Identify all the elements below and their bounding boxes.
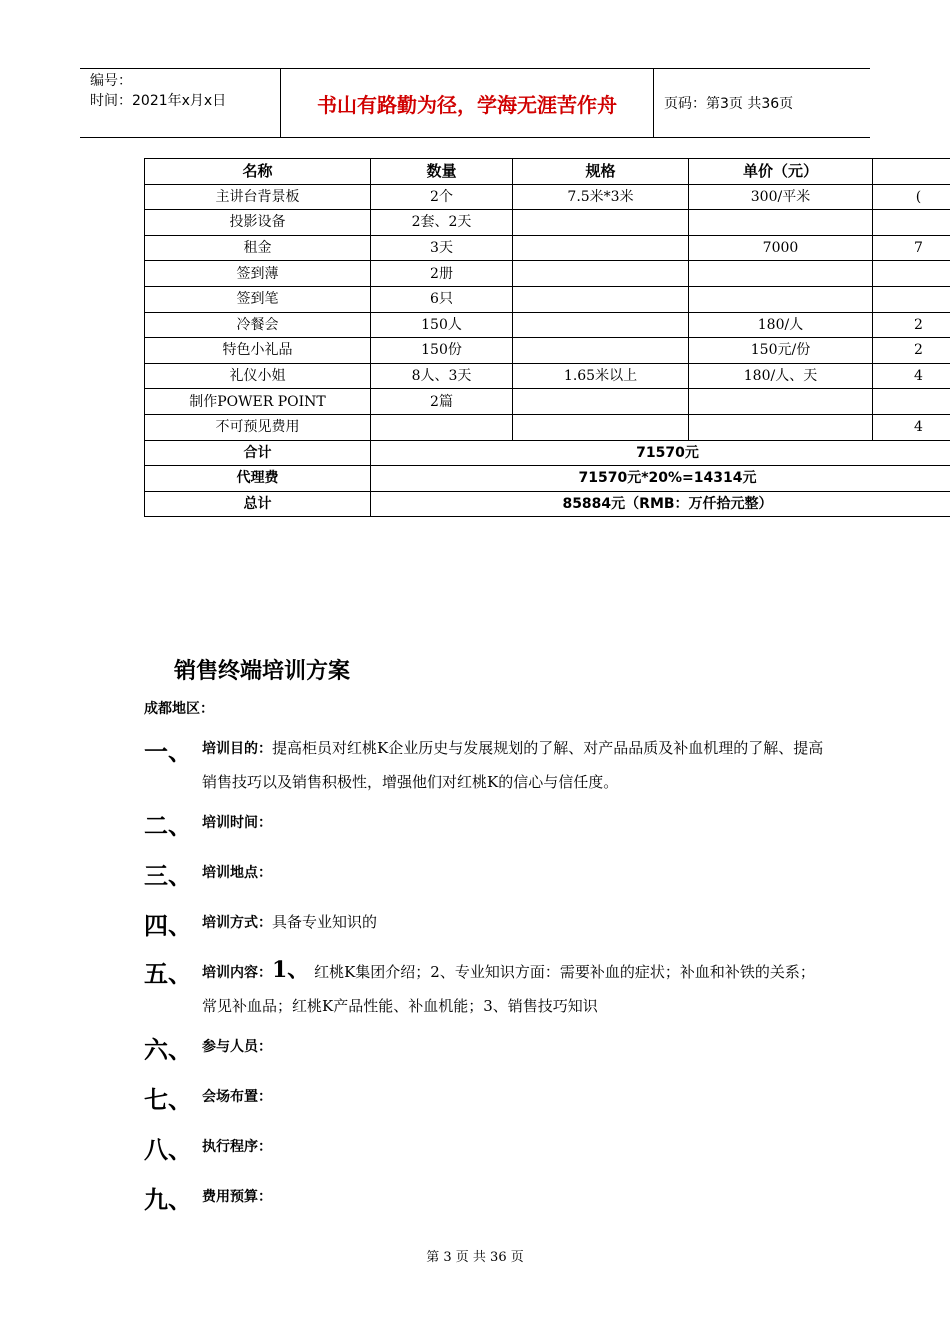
cell: 2 [873, 312, 950, 338]
cell [513, 338, 689, 364]
cell: 3天 [371, 235, 513, 261]
cell [689, 261, 873, 287]
table-row [145, 184, 950, 210]
cell: 制作POWER POINT [145, 389, 371, 415]
summary-value: 71570元 [371, 440, 950, 466]
cell [513, 286, 689, 312]
section-label: 培训地点： [202, 865, 272, 881]
col-header: 规格 [513, 159, 689, 185]
section-text: 红桃K集团介绍；2、专业知识方面：需要补血的症状；补血和补铁的关系；常见补血品；红桃K产品性能、补血机能；3、销售技巧知识 [202, 963, 815, 1015]
cell: 8人、3天 [371, 363, 513, 389]
cell: 6只 [371, 286, 513, 312]
cell: 冷餐会 [145, 312, 371, 338]
cell [513, 235, 689, 261]
cell: 4 [873, 363, 950, 389]
section-label: 参与人员： [202, 1039, 272, 1055]
section-text: 提高柜员对红桃K企业历史与发展规划的了解、对产品品质及补血机理的了解、提高销售技巧以及销售积极性，增强他们对红桃K的信心与信任度。 [202, 739, 824, 791]
table-header-row [145, 159, 950, 185]
cell: 1.65米以上 [513, 363, 689, 389]
cell: 300/平米 [689, 184, 873, 210]
table-row [145, 363, 950, 389]
col-header: 单价（元） [689, 159, 873, 185]
header-page-info: 页码：第3页 共36页 [664, 96, 794, 112]
table-row [145, 210, 950, 236]
table-row [145, 338, 950, 364]
cell: 150份 [371, 338, 513, 364]
cell: 签到薄 [145, 261, 371, 287]
header-meta [80, 69, 280, 137]
summary-value: 85884元（RMB：万仟拾元整） [371, 491, 950, 517]
cell [873, 261, 950, 287]
table-row [145, 414, 950, 440]
cell: 礼仪小姐 [145, 363, 371, 389]
section-label: 培训内容： [202, 965, 272, 981]
summary-row-agency-fee [145, 466, 950, 492]
cell [873, 389, 950, 415]
cell [689, 286, 873, 312]
summary-row-grand-total [145, 491, 950, 517]
section-label: 费用预算： [202, 1189, 272, 1205]
table-row [145, 389, 950, 415]
cell: 150元/份 [689, 338, 873, 364]
section-number: 九、 [144, 1186, 192, 1214]
doc-title: 销售终端培训方案 [174, 659, 351, 684]
cell [689, 389, 873, 415]
cell [513, 210, 689, 236]
cell: 7.5米*3米 [513, 184, 689, 210]
section-label: 执行程序： [202, 1139, 272, 1155]
section-label: 培训目的： [202, 741, 272, 757]
cell: 2 [873, 338, 950, 364]
cell: 主讲台背景板 [145, 184, 371, 210]
cell: 7 [873, 235, 950, 261]
cell [371, 414, 513, 440]
region-label: 成都地区： [144, 701, 214, 717]
cell: 特色小礼品 [145, 338, 371, 364]
cell: 投影设备 [145, 210, 371, 236]
cell: 150人 [371, 312, 513, 338]
summary-label: 总计 [145, 491, 371, 517]
cell: 2套、2天 [371, 210, 513, 236]
table-row [145, 286, 950, 312]
cell [689, 210, 873, 236]
cell [513, 414, 689, 440]
table-row [145, 235, 950, 261]
section-bignum: 1、 [272, 957, 310, 983]
section-number: 七、 [144, 1086, 192, 1114]
section-number: 二、 [144, 812, 192, 840]
cell [513, 261, 689, 287]
col-header: 数量 [371, 159, 513, 185]
cell: 4 [873, 414, 950, 440]
time-label: 时间：2021年x月x日 [90, 93, 227, 109]
section-text: 具备专业知识的 [272, 913, 378, 931]
cell: 2册 [371, 261, 513, 287]
section-number: 一、 [144, 738, 192, 766]
cell [873, 286, 950, 312]
col-header: 名称 [145, 159, 371, 185]
cell: 签到笔 [145, 286, 371, 312]
table-row [145, 312, 950, 338]
section-label: 培训时间： [202, 815, 272, 831]
cell: 180/人 [689, 312, 873, 338]
section-number: 五、 [144, 960, 192, 988]
number-label: 编号： [90, 73, 132, 89]
section-number: 六、 [144, 1036, 192, 1064]
cell [513, 312, 689, 338]
section-label: 培训方式： [202, 915, 272, 931]
header-motto: 书山有路勤为径，学海无涯苦作舟 [280, 69, 654, 137]
summary-label: 合计 [145, 440, 371, 466]
section-number: 八、 [144, 1136, 192, 1164]
cell [873, 210, 950, 236]
cost-table [144, 158, 950, 517]
cell: 不可预见费用 [145, 414, 371, 440]
cell [689, 414, 873, 440]
page-header [80, 68, 870, 138]
cell [513, 389, 689, 415]
cell: 租金 [145, 235, 371, 261]
cell: 7000 [689, 235, 873, 261]
cell: 180/人、天 [689, 363, 873, 389]
section-number: 四、 [144, 912, 192, 940]
section-number: 三、 [144, 862, 192, 890]
page-footer: 第 3 页 共 36 页 [426, 1250, 524, 1265]
cell: 2篇 [371, 389, 513, 415]
section-label: 会场布置： [202, 1089, 272, 1105]
summary-row-total [145, 440, 950, 466]
cell: 2个 [371, 184, 513, 210]
table-row [145, 261, 950, 287]
summary-value: 71570元*20%=14314元 [371, 466, 950, 492]
cell: ( [873, 184, 950, 210]
col-header [873, 159, 950, 185]
summary-label: 代理费 [145, 466, 371, 492]
